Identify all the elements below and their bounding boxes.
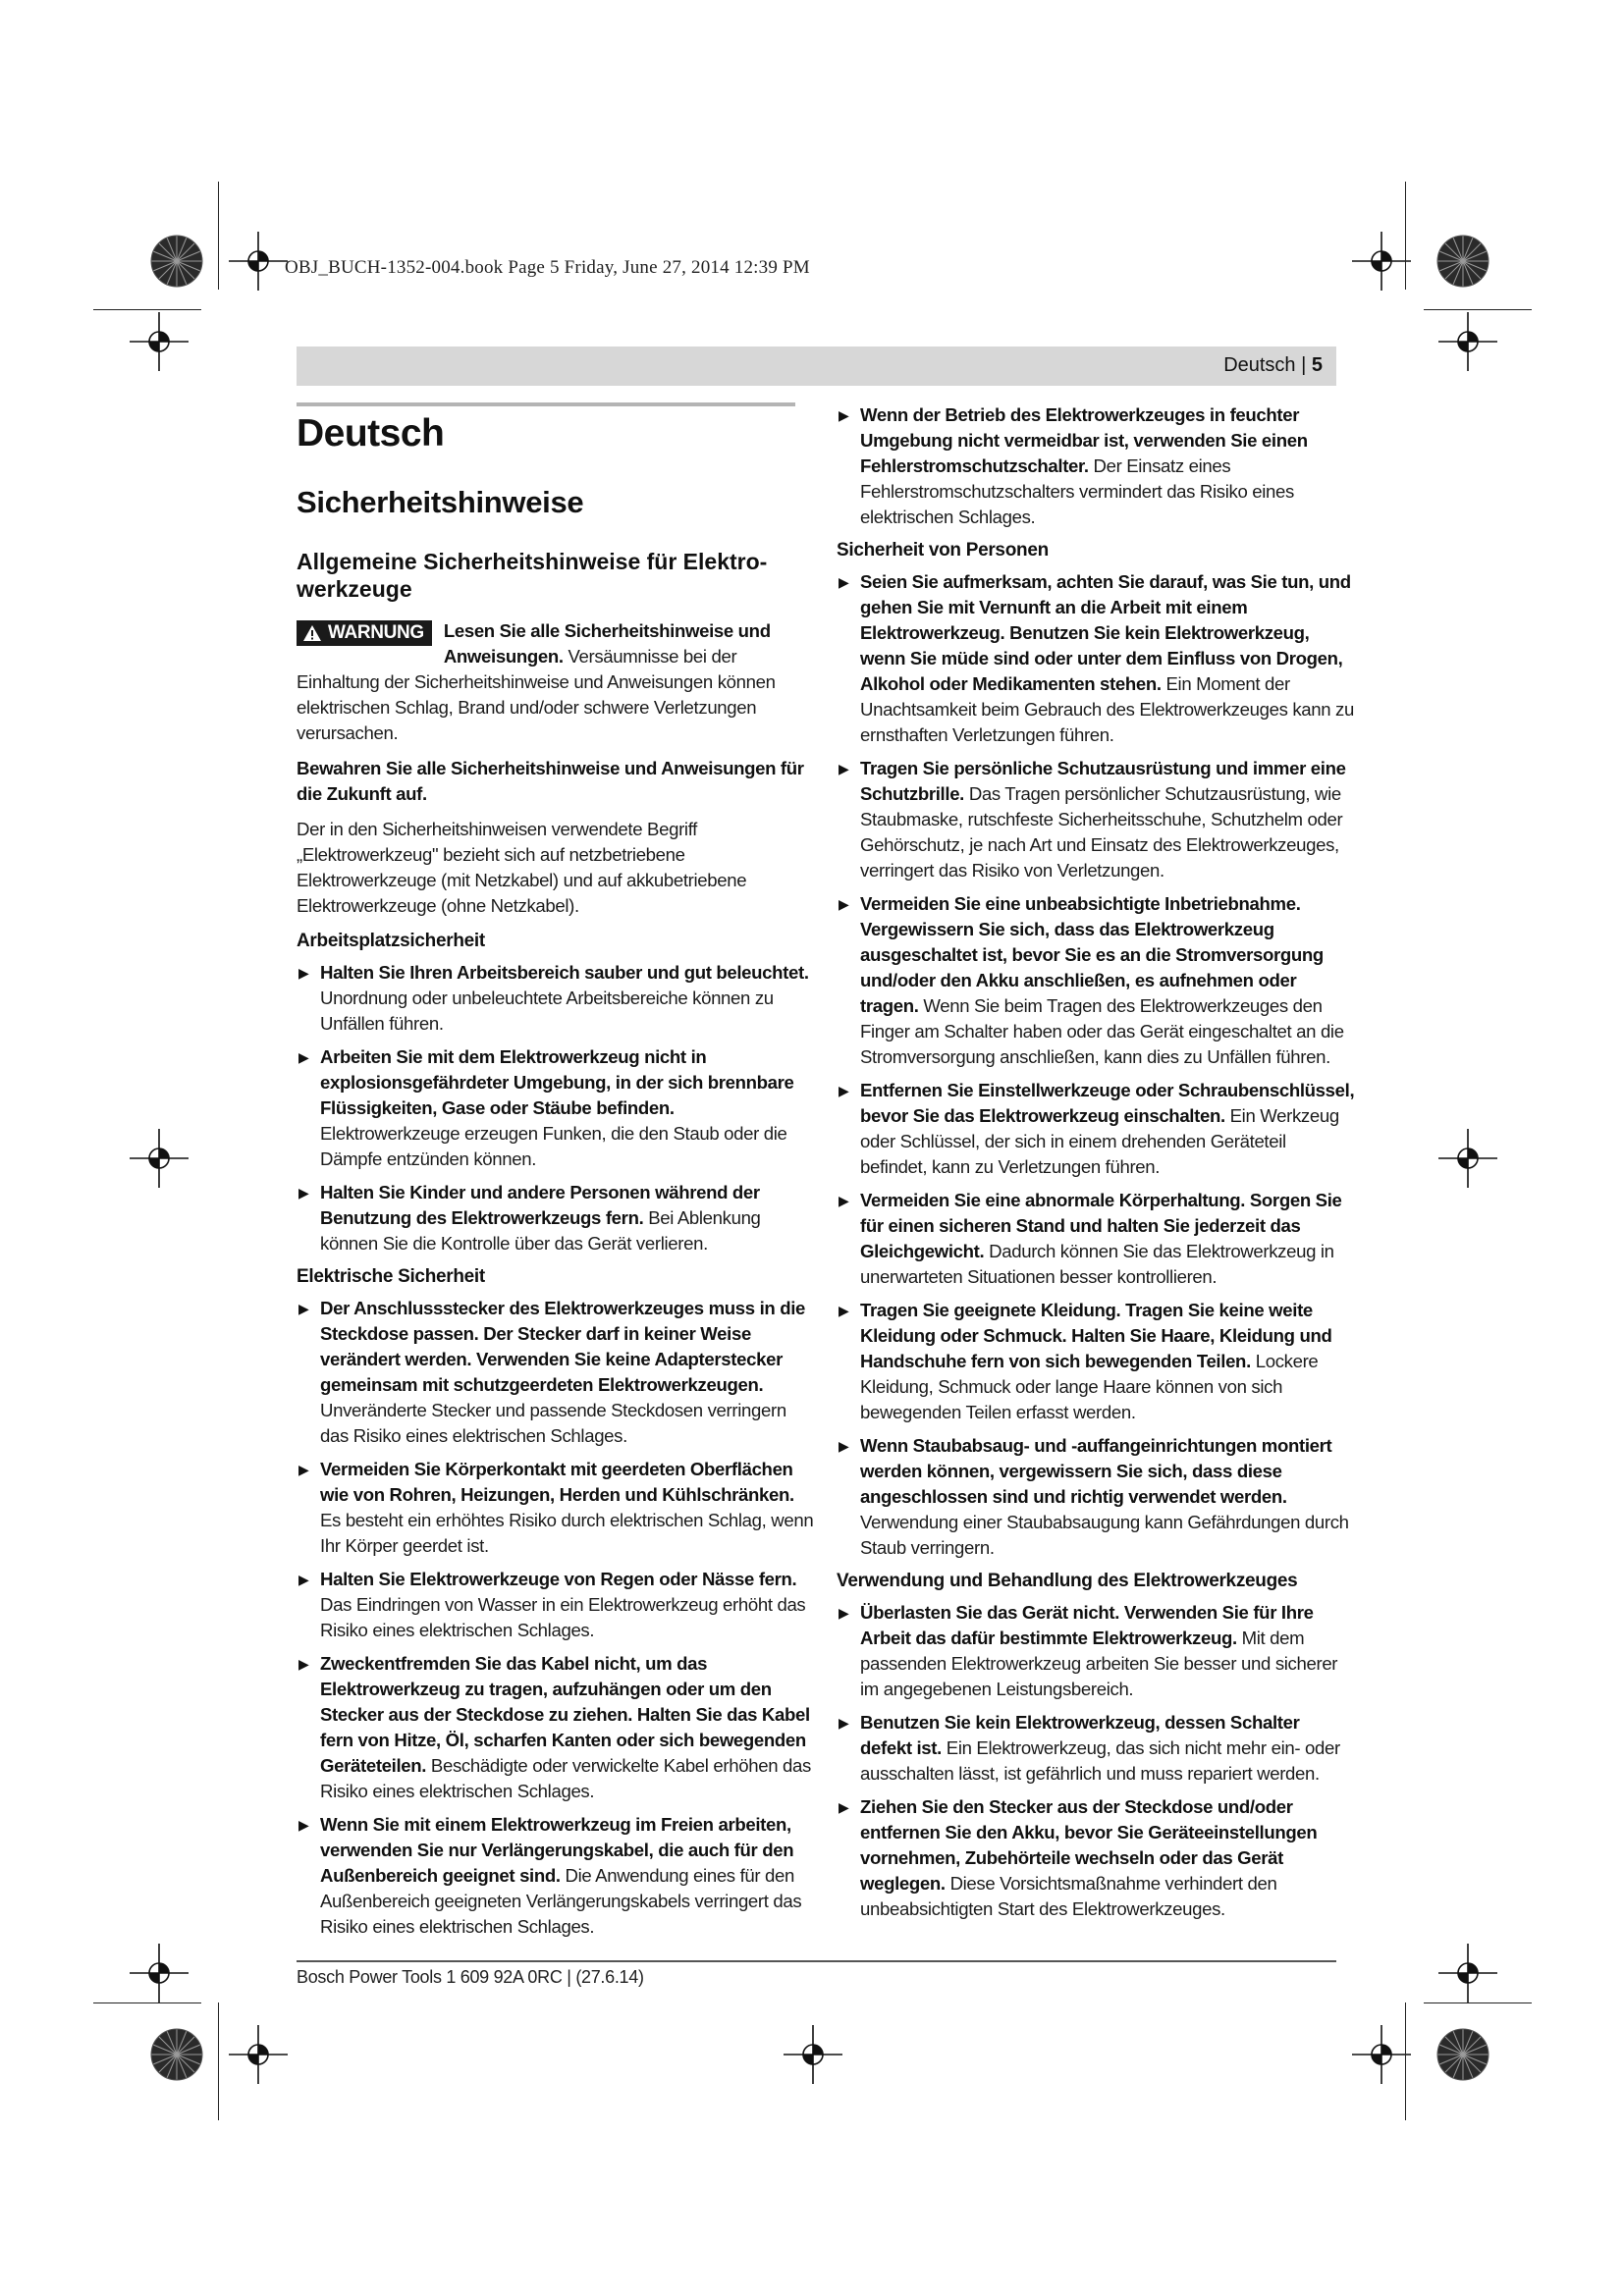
registration-crosshair-icon — [1352, 2025, 1411, 2084]
subsection-title-line2: werkzeuge — [297, 576, 412, 602]
bullet-item — [837, 1710, 1355, 1787]
subsection-title-line1: Allgemeine Sicherheitshinweise für Elektro- — [297, 549, 768, 574]
title-rule — [297, 402, 795, 406]
registration-crosshair-icon — [130, 1129, 189, 1188]
bullet-item — [297, 1567, 815, 1643]
bullet-arrow-icon: ▶ — [839, 1438, 849, 1454]
bullet-arrow-icon: ▶ — [298, 1656, 309, 1672]
keep-instructions — [297, 756, 815, 807]
bullet-body-text: Beschädigte oder verwickelte Kabel erhöhen das Risiko eines elektrischen Schlages. — [320, 1755, 811, 1801]
bullet-body-text: Dadurch können Sie das Elektrowerkzeug in unerwarteten Situationen besser kontrollieren. — [860, 1241, 1334, 1287]
language-title: Deutsch — [297, 412, 445, 454]
registration-crosshair-icon — [130, 312, 189, 371]
bullet-bold-text: Vermeiden Sie eine unbeabsichtigte Inbetriebnahme. Vergewissern Sie sich, dass das Elektrowerkzeug ausgeschaltet ist, bevor Sie es an die Stromversorgung und/oder den Akku anschließen, es aufnehmen oder tragen. — [860, 893, 1324, 1016]
left-column — [297, 402, 815, 1948]
bullet-body-text: Das Tragen persönlicher Schutzausrüstung, wie Staubmaske, rutschfeste Sicherheitsschuhe, Schutzhelm oder Gehörschutz, je nach Art und Einsatz des Elektrowerkzeuges, verringert das Risiko von Verletzungen. — [860, 783, 1343, 881]
usage-heading: Verwendung und Behandlung des Elektrowerkzeuges — [837, 1571, 1298, 1591]
bullet-item — [837, 1794, 1355, 1922]
crop-mark — [1424, 309, 1532, 310]
bullet-bold-text: Wenn der Betrieb des Elektrowerkzeuges in feuchter Umgebung nicht vermeidbar ist, verwenden Sie einen Fehlerstromschutzschalter. — [860, 404, 1308, 476]
registration-crosshair-icon — [784, 2025, 842, 2084]
persons-list — [837, 569, 1355, 1561]
registration-crosshair-icon — [1438, 1129, 1497, 1188]
warning-label: WARNUNG — [328, 622, 424, 643]
usage-list — [837, 1600, 1355, 1922]
registration-starburst-icon — [1434, 232, 1492, 291]
bullet-bold-text: Benutzen Sie kein Elektrowerkzeug, dessen Schalter defekt ist. — [860, 1712, 1300, 1758]
bullet-item — [837, 756, 1355, 883]
bullet-bold-text: Entfernen Sie Einstellwerkzeuge oder Schraubenschlüssel, bevor Sie das Elektrowerkzeug einschalten. — [860, 1080, 1355, 1126]
footer-text: Bosch Power Tools 1 609 92A 0RC | (27.6.14) — [297, 1967, 644, 1987]
bullet-bold-text: Halten Sie Elektrowerkzeuge von Regen oder Nässe fern. — [320, 1569, 797, 1589]
bullet-arrow-icon: ▶ — [839, 761, 849, 776]
header-separator: | — [1295, 354, 1312, 376]
bullet-bold-text: Tragen Sie persönliche Schutzausrüstung und immer eine Schutzbrille. — [860, 758, 1346, 804]
electric-list — [297, 1296, 815, 1940]
bullet-item — [837, 1433, 1355, 1561]
bullet-item — [837, 402, 1355, 530]
registration-crosshair-icon — [229, 232, 288, 291]
bullet-bold-text: Arbeiten Sie mit dem Elektrowerkzeug nicht in explosionsgefährdeter Umgebung, in der sich brennbare Flüssigkeiten, Gase oder Stäube befinden. — [320, 1046, 794, 1118]
bullet-item — [297, 1296, 815, 1449]
bullet-arrow-icon: ▶ — [298, 1572, 309, 1587]
bullet-bold-text: Zweckentfremden Sie das Kabel nicht, um das Elektrowerkzeug zu tragen, aufzuhängen oder um den Stecker aus der Steckdose zu ziehen. Halten Sie das Kabel fern von Hitze, Öl, scharfen Kanten oder sich bewegenden Geräteteilen. — [320, 1653, 810, 1776]
registration-crosshair-icon — [1438, 312, 1497, 371]
crop-mark — [93, 2002, 201, 2003]
page-number: 5 — [1311, 354, 1323, 376]
workplace-list — [297, 960, 815, 1256]
bullet-arrow-icon: ▶ — [298, 1301, 309, 1316]
bullet-bold-text: Halten Sie Kinder und andere Personen während der Benutzung des Elektrowerkzeugs fern. — [320, 1182, 760, 1228]
bullet-body-text: Ein Moment der Unachtsamkeit beim Gebrauch des Elektrowerkzeuges kann zu ernsthaften Verletzungen führen. — [860, 673, 1354, 745]
bullet-arrow-icon: ▶ — [839, 1605, 849, 1621]
bullet-arrow-icon: ▶ — [298, 1817, 309, 1833]
bullet-bold-text: Vermeiden Sie eine abnormale Körperhaltung. Sorgen Sie für einen sicheren Stand und halten Sie jederzeit das Gleichgewicht. — [860, 1190, 1342, 1261]
warning-text: Versäumnisse bei der Einhaltung der Sicherheitshinweise und Anweisungen können elektrischen Schlag, Brand und/oder schwere Verletzungen verursachen. — [297, 646, 776, 743]
bullet-arrow-icon: ▶ — [298, 1049, 309, 1065]
bullet-item — [837, 1188, 1355, 1290]
bullet-arrow-icon: ▶ — [839, 1715, 849, 1731]
bullet-bold-text: Tragen Sie geeignete Kleidung. Tragen Sie keine weite Kleidung oder Schmuck. Halten Sie Haare, Kleidung und Handschuhe fern von sich bewegenden Teilen. — [860, 1300, 1332, 1371]
bullet-body-text: Unveränderte Stecker und passende Steckdosen verringern das Risiko eines elektrischen Schlages. — [320, 1400, 786, 1446]
bullet-body-text: Bei Ablenkung können Sie die Kontrolle über das Gerät verlieren. — [320, 1207, 761, 1254]
bullet-bold-text: Halten Sie Ihren Arbeitsbereich sauber und gut beleuchtet. — [320, 962, 809, 983]
header-language: Deutsch — [1223, 354, 1296, 376]
bullet-item — [837, 891, 1355, 1070]
registration-starburst-icon — [147, 2025, 206, 2084]
warning-paragraph — [297, 618, 815, 746]
bullet-body-text: Verwendung einer Staubabsaugung kann Gefährdungen durch Staub verringern. — [860, 1512, 1349, 1558]
workplace-heading: Arbeitsplatzsicherheit — [297, 931, 485, 951]
crop-mark — [1424, 2002, 1532, 2003]
bullet-item — [297, 960, 815, 1037]
bullet-arrow-icon: ▶ — [839, 407, 849, 423]
bullet-item — [297, 1180, 815, 1256]
warning-triangle-icon — [302, 624, 322, 642]
bullet-item — [297, 1044, 815, 1172]
bullet-bold-text: Seien Sie aufmerksam, achten Sie darauf, was Sie tun, und gehen Sie mit Vernunft an die Arbeit mit einem Elektrowerkzeug. Benutzen Sie kein Elektrowerkzeug, wenn Sie müde sind oder unter dem Einfluss von Drogen, Alkohol oder Medikamenten stehen. — [860, 571, 1351, 694]
bullet-bold-text: Vermeiden Sie Körperkontakt mit geerdeten Oberflächen wie von Rohren, Heizungen, Herden und Kühlschränken. — [320, 1459, 794, 1505]
bullet-item — [297, 1651, 815, 1804]
electric-heading: Elektrische Sicherheit — [297, 1266, 485, 1287]
bullet-item — [837, 569, 1355, 748]
bullet-arrow-icon: ▶ — [839, 1083, 849, 1098]
page-header — [1223, 354, 1323, 377]
bullet-arrow-icon: ▶ — [839, 896, 849, 912]
bullet-body-text: Elektrowerkzeuge erzeugen Funken, die den Staub oder die Dämpfe entzünden können. — [320, 1123, 787, 1169]
bullet-body-text: Lockere Kleidung, Schmuck oder lange Haare können von sich bewegenden Teilen erfasst werden. — [860, 1351, 1319, 1422]
bullet-body-text: Wenn Sie beim Tragen des Elektrowerkzeuges den Finger am Schalter haben oder das Gerät eingeschaltet an die Stromversorgung anschließen, kann dies zu Unfällen führen. — [860, 995, 1344, 1067]
registration-crosshair-icon — [1438, 1944, 1497, 2002]
bullet-arrow-icon: ▶ — [298, 965, 309, 981]
electric-continued-list — [837, 402, 1355, 530]
persons-heading: Sicherheit von Personen — [837, 540, 1049, 561]
bullet-body-text: Unordnung oder unbeleuchtete Arbeitsbereiche können zu Unfällen führen. — [320, 988, 774, 1034]
bullet-item — [837, 1078, 1355, 1180]
bullet-body-text: Die Anwendung eines für den Außenbereich geeigneten Verlängerungskabels verringert das Risiko eines elektrischen Schlages. — [320, 1865, 802, 1937]
footer-rule — [297, 1960, 1336, 1962]
term-definition: Der in den Sicherheitshinweisen verwendete Begriff „Elektrowerkzeug" bezieht sich auf netzbetriebene Elektrowerkzeuge (mit Netzkabel) und auf akkubetriebene Elektrowerkzeuge (ohne Netzkabel). — [297, 819, 747, 916]
bullet-body-text: Das Eindringen von Wasser in ein Elektrowerkzeug erhöht das Risiko eines elektrischen Schlages. — [320, 1594, 806, 1640]
bullet-bold-text: Ziehen Sie den Stecker aus der Steckdose und/oder entfernen Sie den Akku, bevor Sie Geräteeinstellungen vornehmen, Zubehörteile wechseln oder das Gerät weglegen. — [860, 1796, 1318, 1894]
bullet-arrow-icon: ▶ — [839, 1303, 849, 1318]
bullet-item — [837, 1298, 1355, 1425]
bullet-body-text: Ein Elektrowerkzeug, das sich nicht mehr ein- oder ausschalten lässt, ist gefährlich und muss repariert werden. — [860, 1737, 1340, 1784]
bullet-bold-text: Wenn Staubabsaug- und -auffangeinrichtungen montiert werden können, vergewissern Sie sich, dass diese angeschlossen sind und richtig verwendet werden. — [860, 1435, 1332, 1507]
registration-starburst-icon — [147, 232, 206, 291]
bullet-item — [837, 1600, 1355, 1702]
bullet-body-text: Es besteht ein erhöhtes Risiko durch elektrischen Schlag, wenn Ihr Körper geerdet ist. — [320, 1510, 814, 1556]
warning-badge — [297, 620, 432, 646]
bullet-bold-text: Überlasten Sie das Gerät nicht. Verwenden Sie für Ihre Arbeit das dafür bestimmte Elektrowerkzeug. — [860, 1602, 1314, 1648]
bullet-body-text: Diese Vorsichtsmaßnahme verhindert den unbeabsichtigten Start des Elektrowerkzeuges. — [860, 1873, 1277, 1919]
registration-crosshair-icon — [1352, 232, 1411, 291]
bullet-bold-text: Wenn Sie mit einem Elektrowerkzeug im Freien arbeiten, verwenden Sie nur Verlängerungskabel, die auch für den Außenbereich geeignet sind. — [320, 1814, 794, 1886]
subsection-title — [297, 548, 815, 603]
book-info-slug: OBJ_BUCH-1352-004.book Page 5 Friday, June 27, 2014 12:39 PM — [285, 257, 810, 278]
crop-mark — [1405, 2002, 1406, 2120]
registration-crosshair-icon — [229, 2025, 288, 2084]
bullet-bold-text: Der Anschlussstecker des Elektrowerkzeuges muss in die Steckdose passen. Der Stecker darf in keiner Weise verändert werden. Verwenden Sie keine Adapterstecker gemeinsam mit schutzgeerdeten Elektrowerkzeugen. — [320, 1298, 806, 1395]
keep-instructions-bold: Bewahren Sie alle Sicherheitshinweise und Anweisungen für die Zukunft auf. — [297, 758, 804, 804]
bullet-arrow-icon: ▶ — [298, 1462, 309, 1477]
right-column — [837, 402, 1355, 1930]
section-title: Sicherheitshinweise — [297, 485, 584, 519]
crop-mark — [1405, 182, 1406, 290]
bullet-arrow-icon: ▶ — [839, 1799, 849, 1815]
registration-crosshair-icon — [130, 1944, 189, 2002]
bullet-body-text: Mit dem passenden Elektrowerkzeug arbeiten Sie besser und sicherer im angegebenen Leistungsbereich. — [860, 1628, 1338, 1699]
bullet-item — [297, 1457, 815, 1559]
bullet-body-text: Ein Werkzeug oder Schlüssel, der sich in einem drehenden Geräteteil befindet, kann zu Verletzungen führen. — [860, 1105, 1339, 1177]
crop-mark — [93, 309, 201, 310]
crop-mark — [218, 2002, 219, 2120]
bullet-body-text: Der Einsatz eines Fehlerstromschutzschalters vermindert das Risiko eines elektrischen Schlages. — [860, 455, 1294, 527]
bullet-arrow-icon: ▶ — [839, 1193, 849, 1208]
crop-mark — [218, 182, 219, 290]
bullet-item — [297, 1812, 815, 1940]
warning-bold: Lesen Sie alle Sicherheitshinweise und Anweisungen. — [443, 620, 771, 667]
registration-starburst-icon — [1434, 2025, 1492, 2084]
bullet-arrow-icon: ▶ — [298, 1185, 309, 1201]
page-header-bar — [297, 347, 1336, 386]
bullet-arrow-icon: ▶ — [839, 574, 849, 590]
